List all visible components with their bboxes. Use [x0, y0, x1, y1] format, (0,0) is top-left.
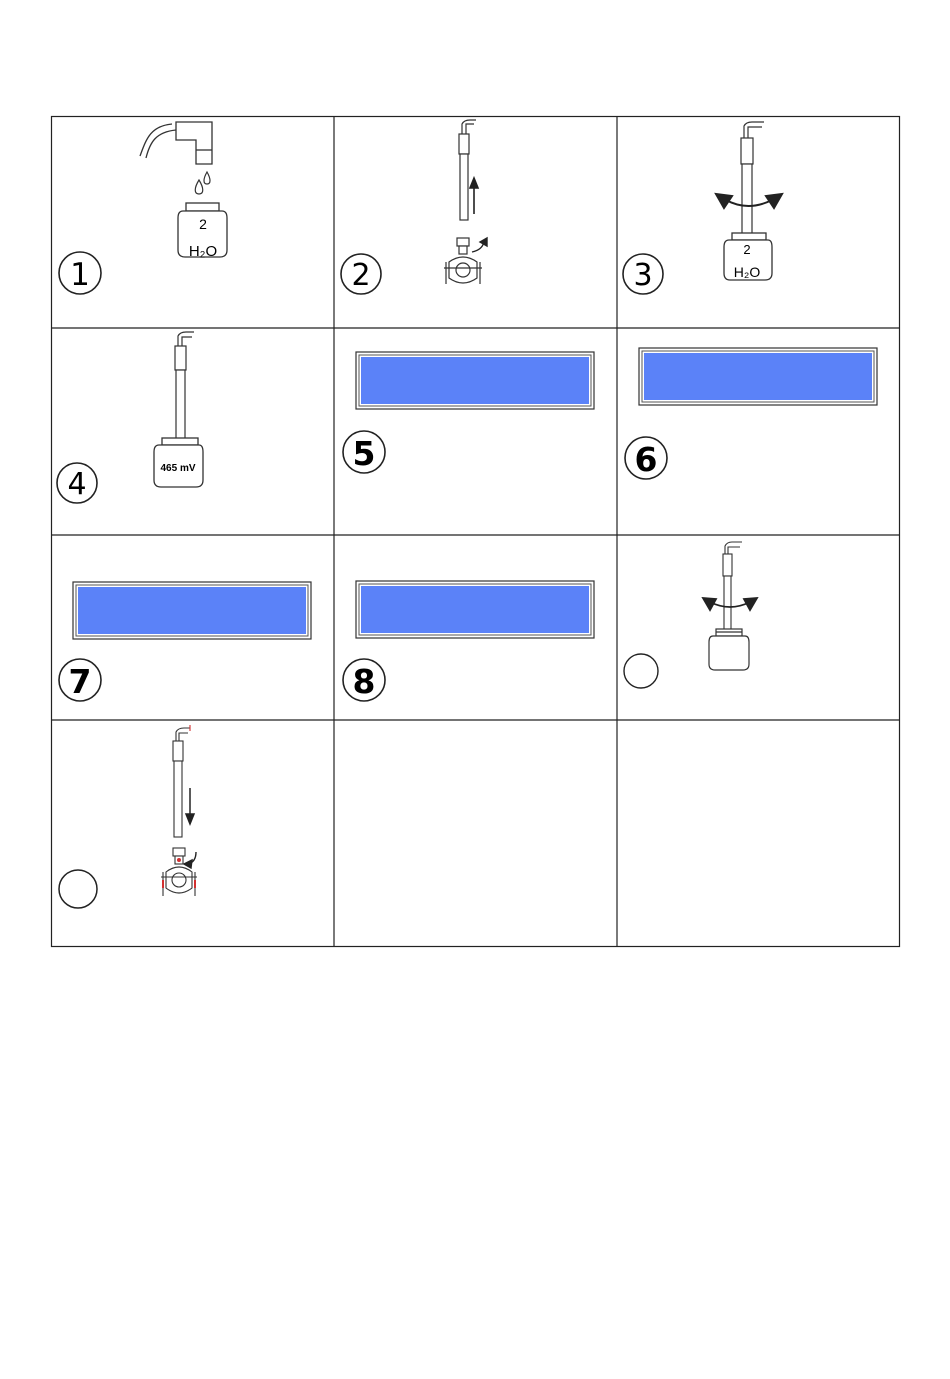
probe-icon	[723, 542, 742, 630]
step-number: 8	[352, 662, 376, 701]
step-3-cell	[623, 122, 782, 294]
lcd-display	[356, 581, 594, 638]
rotate-arrow-icon	[184, 852, 196, 868]
step-number: 4	[67, 467, 87, 502]
step-2-cell	[341, 120, 487, 294]
step-10-cell	[59, 725, 197, 908]
arrow-up-icon	[470, 178, 478, 214]
step-9-cell	[624, 542, 757, 688]
pipe-clamp-icon	[444, 238, 482, 284]
lcd-display	[73, 582, 311, 639]
step-number-circle	[59, 870, 97, 908]
step-1-cell	[59, 122, 227, 294]
probe-icon	[173, 725, 190, 837]
step-6-cell	[625, 348, 877, 479]
step-number: 3	[633, 258, 653, 293]
bottle-label-bottom: H₂O	[188, 243, 218, 260]
water-drops-icon	[195, 172, 210, 194]
bottle-label-top: 2	[743, 242, 751, 257]
pipe-clamp-icon	[161, 848, 197, 896]
step-number: 1	[70, 257, 90, 293]
rotate-arrow-icon	[472, 238, 487, 252]
buffer-bottle-label: 465 mV	[160, 463, 196, 474]
step-number: 2	[351, 258, 371, 293]
lcd-display	[639, 348, 877, 405]
step-8-cell	[343, 581, 594, 701]
step-number: 7	[68, 662, 92, 701]
faucet-icon	[140, 122, 212, 164]
probe-icon	[741, 122, 764, 234]
probe-icon	[175, 332, 194, 440]
bottle-icon	[709, 629, 749, 670]
step-number-circle	[624, 654, 658, 688]
lcd-display	[356, 352, 594, 409]
bottle-label-bottom: H₂O	[733, 264, 761, 280]
step-5-cell	[343, 352, 594, 473]
step-7-cell	[59, 582, 311, 701]
step-4-cell	[57, 332, 203, 503]
arrow-down-icon	[186, 788, 194, 824]
step-number: 5	[352, 434, 376, 473]
bottle-label-top: 2	[199, 216, 207, 232]
step-number: 6	[634, 440, 658, 479]
